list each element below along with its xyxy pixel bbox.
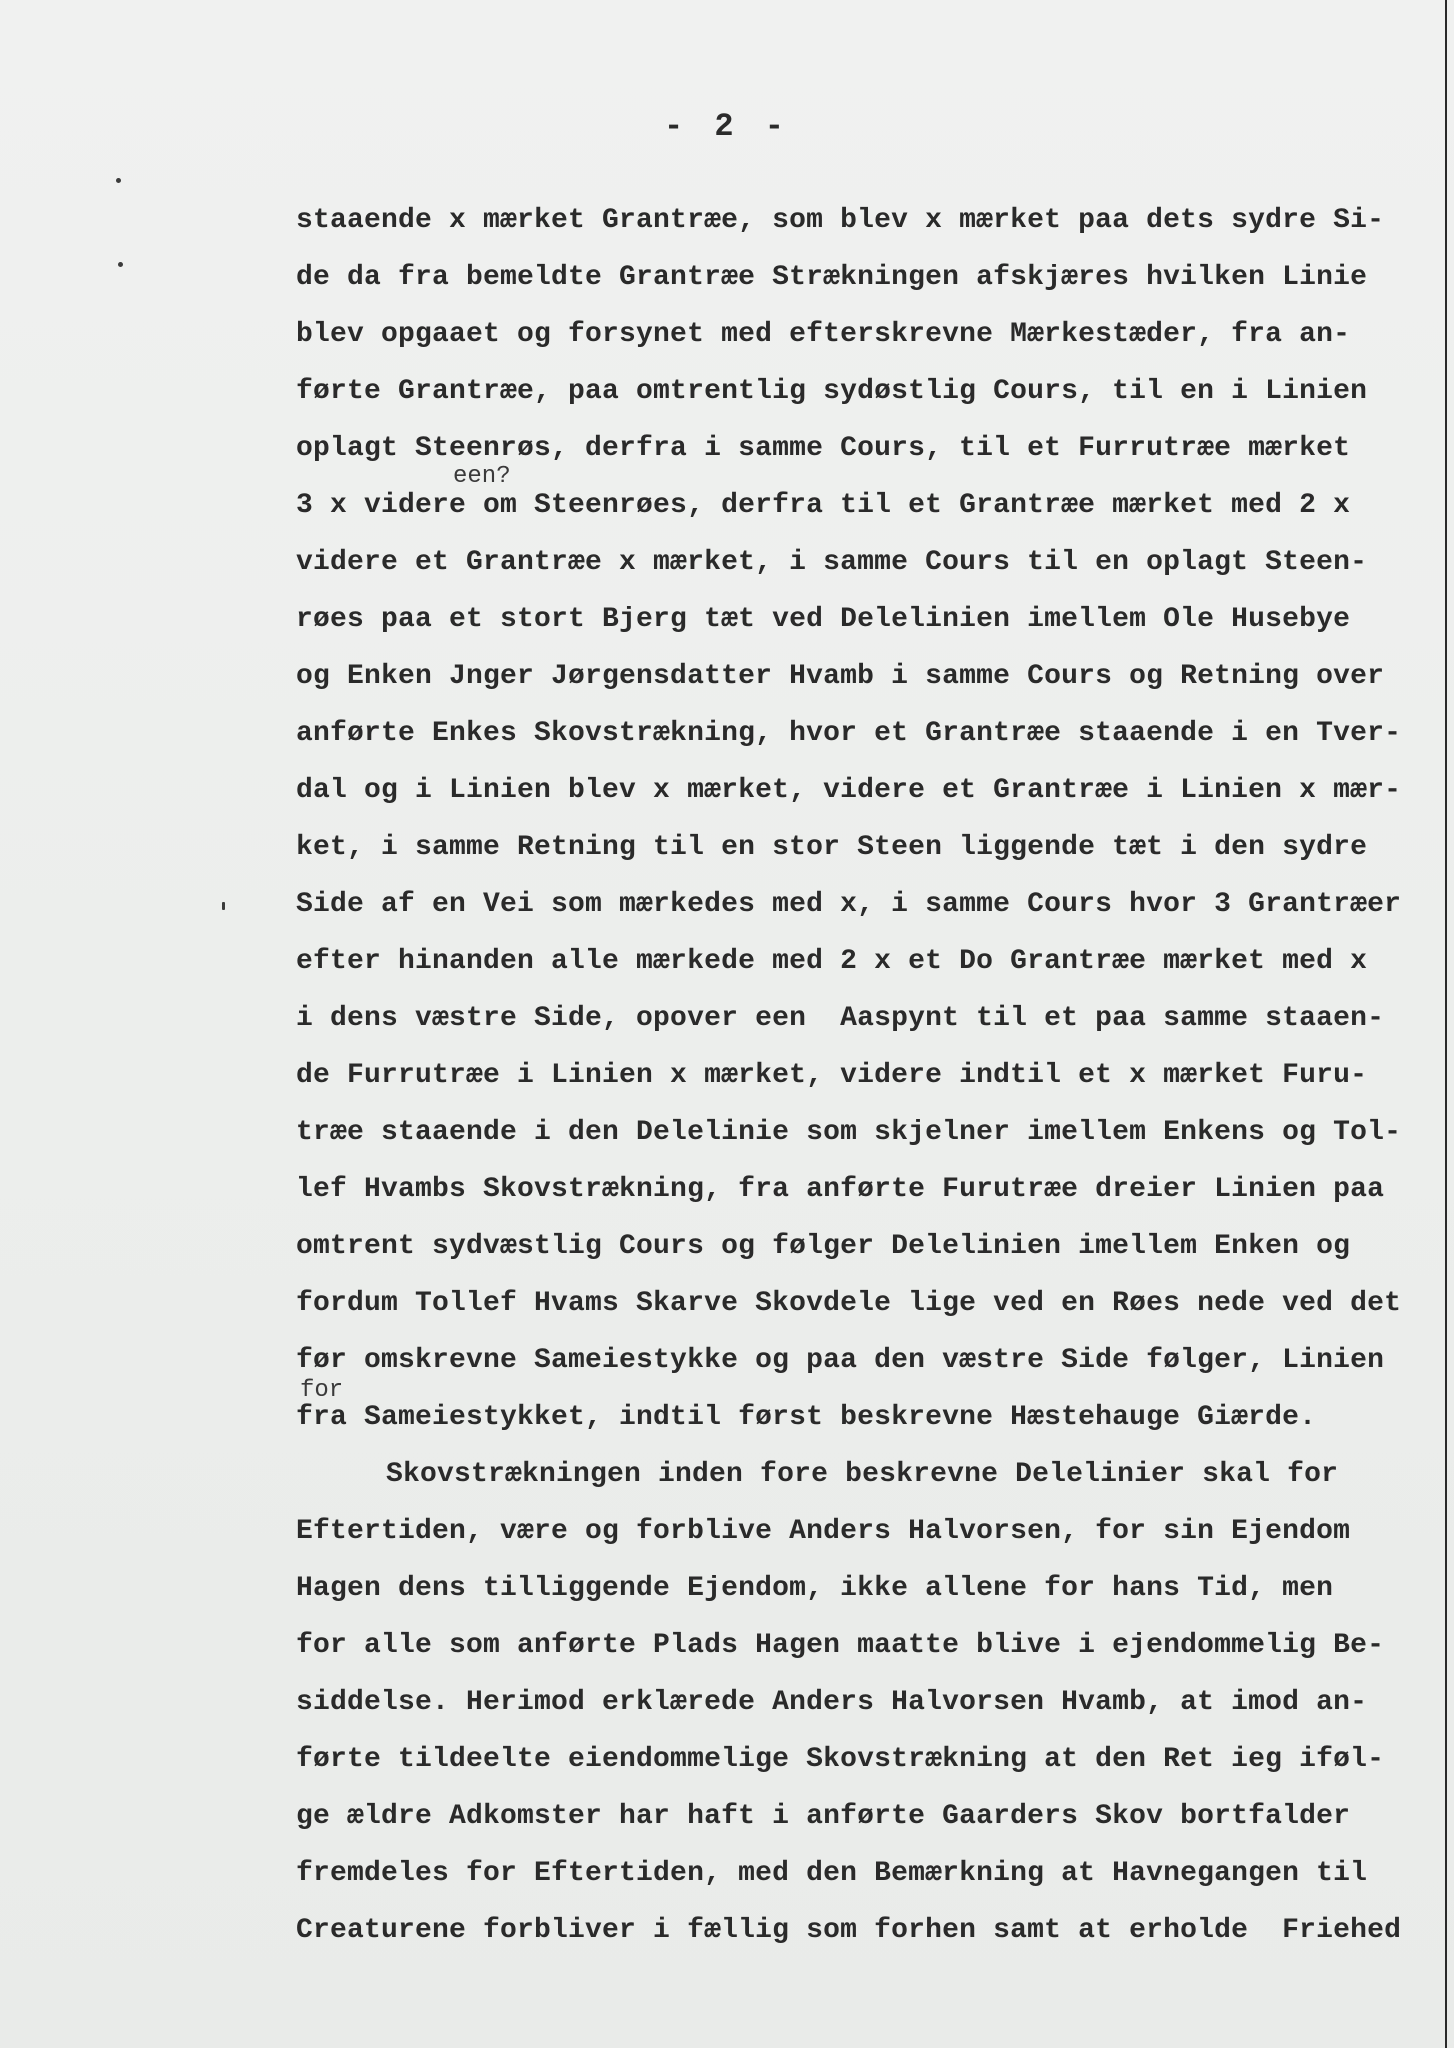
text-line: fra Sameiestykket, indtil først beskrevne Hæstehauge Giærde. bbox=[296, 1402, 1317, 1433]
text-line: lef Hvambs Skovstrækning, fra anførte Furutræe dreier Linien paa bbox=[296, 1174, 1385, 1205]
text-line: træe staaende i den Delelinie som skjelner imellem Enkens og Tol- bbox=[296, 1117, 1402, 1148]
text-line: efter hinanden alle mærkede med 2 x et Do Grantræe mærket med x bbox=[296, 946, 1368, 977]
page-number: - 2 - bbox=[663, 108, 790, 145]
text-line: videre et Grantræe x mærket, i samme Cours til en oplagt Steen- bbox=[296, 547, 1368, 578]
text-line: ge ældre Adkomster har haft i anførte Gaarders Skov bortfalder bbox=[296, 1801, 1351, 1832]
handwritten-annotation-for: for bbox=[300, 1377, 344, 1404]
text-line: førte Grantræe, paa omtrentlig sydøstlig Cours, til en i Linien bbox=[296, 376, 1368, 407]
text-line: staaende x mærket Grantræe, som blev x mærket paa dets sydre Si- bbox=[296, 205, 1385, 236]
text-line: siddelse. Herimod erklærede Anders Halvorsen Hvamb, at imod an- bbox=[296, 1687, 1368, 1718]
text-line: fremdeles for Eftertiden, med den Bemærkning at Havnegangen til bbox=[296, 1858, 1368, 1889]
text-line: Side af en Vei som mærkedes med x, i samme Cours hvor 3 Grantræer bbox=[296, 889, 1402, 920]
text-line: ket, i samme Retning til en stor Steen liggende tæt i den sydre bbox=[296, 832, 1368, 863]
text-line: omtrent sydvæstlig Cours og følger Delelinien imellem Enken og bbox=[296, 1231, 1351, 1262]
typewritten-text bbox=[296, 192, 1436, 1959]
text-line: dal og i Linien blev x mærket, videre et Grantræe i Linien x mær- bbox=[296, 775, 1402, 806]
text-line: blev opgaaet og forsynet med efterskrevne Mærkestæder, fra an- bbox=[296, 319, 1351, 350]
margin-mark bbox=[116, 178, 121, 183]
text-line: Skovstrækningen inden fore beskrevne Delelinier skal for bbox=[386, 1459, 1339, 1490]
scan-edge-line bbox=[1445, 0, 1447, 2048]
text-line: de Furrutræe i Linien x mærket, videre indtil et x mærket Furu- bbox=[296, 1060, 1368, 1091]
margin-mark bbox=[222, 902, 225, 910]
margin-mark bbox=[118, 262, 123, 267]
text-line: 3 x videre om Steenrøes, derfra til et Grantræe mærket med 2 x bbox=[296, 490, 1351, 521]
text-line: i dens væstre Side, opover een Aaspynt til et paa samme staaen- bbox=[296, 1003, 1385, 1034]
text-line: før omskrevne Sameiestykke og paa den væstre Side følger, Linien bbox=[296, 1345, 1385, 1376]
text-line: Hagen dens tilliggende Ejendom, ikke allene for hans Tid, men bbox=[296, 1573, 1334, 1604]
text-line: og Enken Jnger Jørgensdatter Hvamb i samme Cours og Retning over bbox=[296, 661, 1385, 692]
text-line: anførte Enkes Skovstrækning, hvor et Grantræe staaende i en Tver- bbox=[296, 718, 1402, 749]
text-line: røes paa et stort Bjerg tæt ved Delelinien imellem Ole Husebye bbox=[296, 604, 1351, 635]
text-line: Eftertiden, være og forblive Anders Halvorsen, for sin Ejendom bbox=[296, 1516, 1351, 1547]
text-line: oplagt Steenrøs, derfra i samme Cours, til et Furrutræe mærket bbox=[296, 433, 1351, 464]
text-line: for alle som anførte Plads Hagen maatte blive i ejendommelig Be- bbox=[296, 1630, 1385, 1661]
handwritten-annotation-een: een? bbox=[453, 463, 511, 490]
text-line: de da fra bemeldte Grantræe Strækningen afskjæres hvilken Linie bbox=[296, 262, 1368, 293]
text-line: førte tildeelte eiendommelige Skovstrækning at den Ret ieg iføl- bbox=[296, 1744, 1385, 1775]
text-line: fordum Tollef Hvams Skarve Skovdele lige ved en Røes nede ved det bbox=[296, 1288, 1402, 1319]
text-line: Creaturene forbliver i fællig som forhen samt at erholde Friehed bbox=[296, 1915, 1402, 1946]
